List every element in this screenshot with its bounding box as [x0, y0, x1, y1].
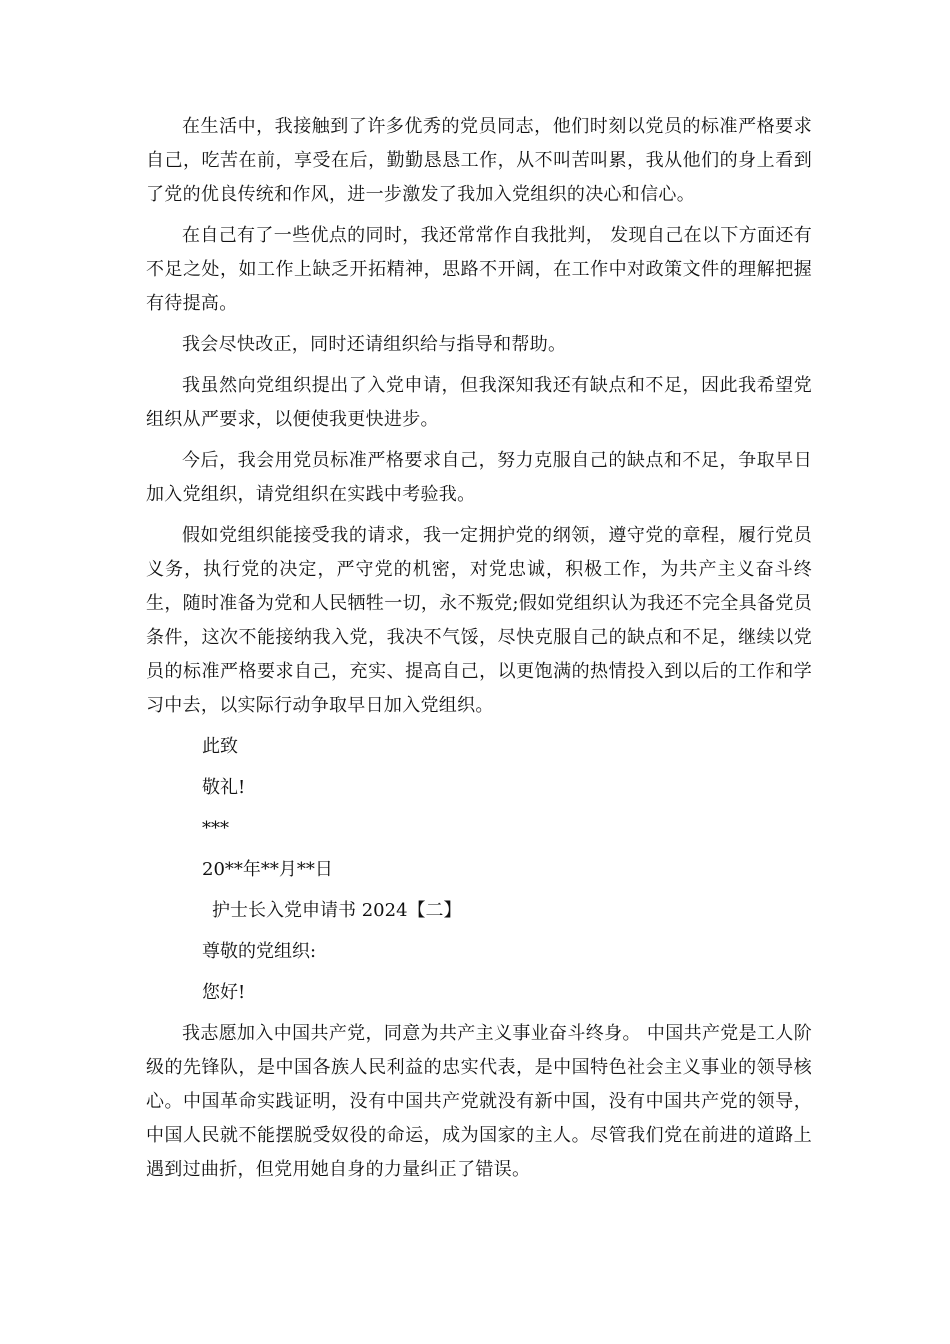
salute-text: 敬礼! [202, 777, 246, 798]
paragraph-application: 我志愿加入中国共产党，同意为共产主义事业奋斗终身。 中国共产党是工人阶级的先锋队，是中国各族人民利益的忠实代表，是中国特色社会主义事业的领导核心。中国革命实践证明，没有中国共产党就没有新中国，没有中国共产党的领导，中国人民就不能摆脱受奴役的命运，成为国家的主人。尽管我们党在前进的道路上遇到过曲折，但党用她自身的力量纠正了错误。 [146, 1023, 812, 1180]
section-title: 护士长入党申请书 2024【二】 [212, 900, 462, 921]
paragraph-strict-request: 我虽然向党组织提出了入党申请，但我深知我还有缺点和不足，因此我希望党组织从严要求，以便使我更快进步。 [146, 375, 812, 430]
document-page [146, 110, 812, 1194]
paragraph-role-models: 在生活中，我接触到了许多优秀的党员同志，他们时刻以党员的标准严格要求自己，吃苦在前，享受在后，勤勤恳恳工作，从不叫苦叫累，我从他们的身上看到了党的优良传统和作风，进一步激发了我加入党组织的决心和信心。 [146, 116, 812, 205]
date-text: 20**年**月**日 [202, 859, 333, 880]
paragraph-future-commitment: 今后，我会用党员标准严格要求自己，努力克服自己的缺点和不足，争取早日加入党组织，请党组织在实践中考验我。 [146, 450, 812, 505]
paragraph-pledge: 假如党组织能接受我的请求，我一定拥护党的纲领，遵守党的章程，履行党员义务，执行党的决定，严守党的机密，对党忠诚，积极工作，为共产主义奋斗终生，随时准备为党和人民牺牲一切，永不叛党;假如党组织认为我还不完全具备党员条件，这次不能接纳我入党，我决不气馁，尽快克服自己的缺点和不足，继续以党员的标准严格要求自己，充实、提高自己，以更饱满的热情投入到以后的工作和学习中去，以实际行动争取早日加入党组织。 [146, 525, 812, 716]
greeting-text: 尊敬的党组织: [202, 941, 317, 962]
hello-text: 您好! [202, 982, 246, 1003]
paragraph-will-correct: 我会尽快改正，同时还请组织给与指导和帮助。 [182, 334, 567, 355]
paragraph-self-criticism: 在自己有了一些优点的同时，我还常常作自我批判， 发现自己在以下方面还有不足之处，如工作上缺乏开拓精神，思路不开阔，在工作中对政策文件的理解把握有待提高。 [146, 225, 812, 314]
closing-text: 此致 [202, 736, 238, 757]
signature-text: *** [202, 818, 229, 839]
